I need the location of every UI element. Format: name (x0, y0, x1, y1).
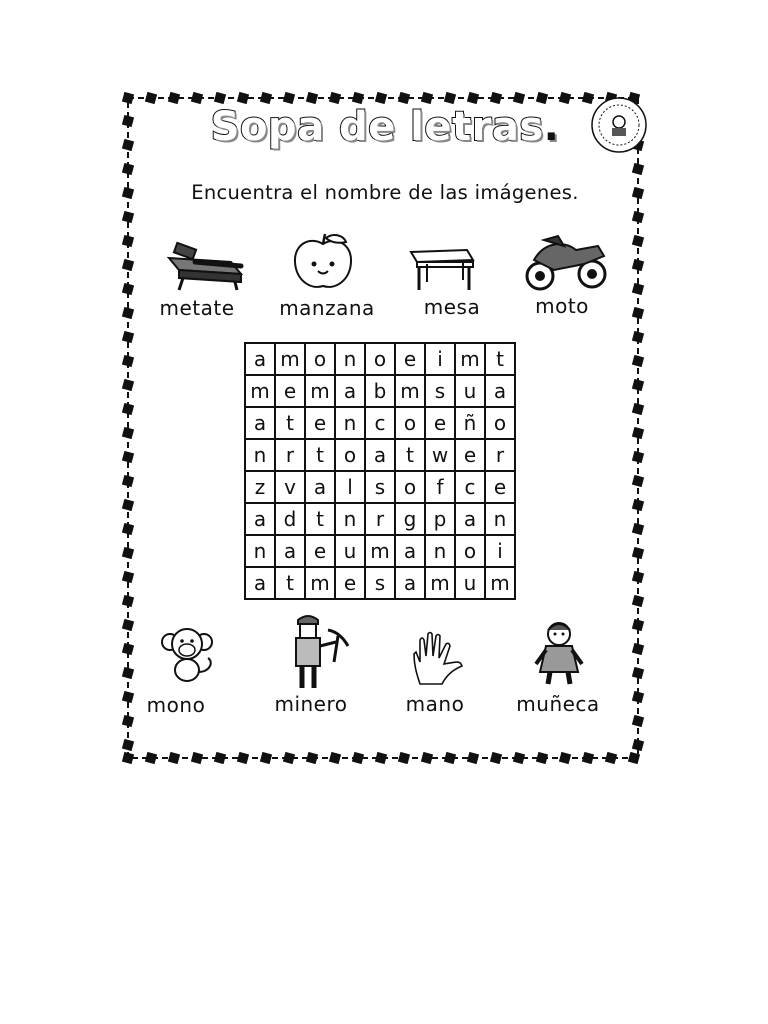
grid-cell: m (455, 343, 485, 375)
word-search-grid (244, 342, 516, 600)
grid-cell: o (455, 535, 485, 567)
border-dot (306, 752, 318, 764)
border-dot (632, 379, 644, 391)
school-seal-icon (590, 96, 648, 154)
doll-icon (532, 620, 586, 686)
grid-cell: z (245, 471, 275, 503)
grid-cell: t (305, 503, 335, 535)
border-dot (444, 752, 456, 764)
grid-cell: n (425, 535, 455, 567)
grid-row (245, 471, 515, 503)
word-mesa: mesa (423, 295, 481, 319)
grid-cell: n (335, 503, 365, 535)
border-dot (421, 92, 433, 104)
border-dot (398, 92, 410, 104)
border-dot (122, 115, 134, 127)
border-dot (329, 92, 341, 104)
grid-cell: a (245, 503, 275, 535)
border-dot (122, 475, 134, 487)
border-dot (632, 355, 644, 367)
border-dot (283, 92, 295, 104)
grid-cell: o (305, 343, 335, 375)
hand-icon (408, 630, 464, 686)
border-dot (375, 92, 387, 104)
grid-cell: e (455, 439, 485, 471)
grid-cell: m (425, 567, 455, 599)
grid-cell: u (455, 567, 485, 599)
grid-cell: ñ (455, 407, 485, 439)
grid-cell: m (275, 343, 305, 375)
grid-cell: s (365, 567, 395, 599)
border-dot (352, 752, 364, 764)
grid-row (245, 567, 515, 599)
border-dot (398, 752, 410, 764)
border-dot (122, 619, 134, 631)
grid-cell: l (335, 471, 365, 503)
grid-cell: r (485, 439, 515, 471)
word-mano: mano (405, 692, 465, 716)
border-dot (122, 92, 134, 104)
grid-cell: n (245, 439, 275, 471)
border-dot (214, 92, 226, 104)
grid-cell: e (335, 567, 365, 599)
border-dot (214, 752, 226, 764)
grid-cell: r (275, 439, 305, 471)
border-dot (513, 752, 525, 764)
grid-cell: u (335, 535, 365, 567)
border-dot (122, 571, 134, 583)
grid-cell: v (275, 471, 305, 503)
miner-icon (288, 612, 354, 692)
border-dot (513, 92, 525, 104)
border-dot (632, 283, 644, 295)
border-dot (122, 163, 134, 175)
grid-cell: a (245, 567, 275, 599)
border-dot (582, 752, 594, 764)
grid-cell: e (305, 535, 335, 567)
grid-cell: a (275, 535, 305, 567)
border-dot (122, 499, 134, 511)
border-dot (632, 259, 644, 271)
grid-cell: m (365, 535, 395, 567)
grid-cell: s (365, 471, 395, 503)
border-dot (632, 595, 644, 607)
grid-cell: a (485, 375, 515, 407)
page-title: Sopa de letras. (210, 104, 560, 150)
word-muneca: muñeca (516, 692, 600, 716)
border-dot (490, 92, 502, 104)
border-dot (122, 379, 134, 391)
border-dot (632, 307, 644, 319)
grid-cell: n (335, 407, 365, 439)
border-dot (122, 235, 134, 247)
border-dot (237, 92, 249, 104)
border-dot (352, 92, 364, 104)
grid-cell: s (425, 375, 455, 407)
border-dot (605, 752, 617, 764)
grid-row (245, 375, 515, 407)
grid-cell: d (275, 503, 305, 535)
border-dot (421, 752, 433, 764)
border-dot (122, 667, 134, 679)
word-moto: moto (535, 294, 589, 318)
grid-cell: a (455, 503, 485, 535)
border-dot (260, 92, 272, 104)
border-dot (191, 92, 203, 104)
border-dot (536, 752, 548, 764)
border-dot (122, 595, 134, 607)
border-dot (122, 139, 134, 151)
border-dot (306, 92, 318, 104)
grid-cell: o (485, 407, 515, 439)
grid-cell: e (485, 471, 515, 503)
grid-cell: m (245, 375, 275, 407)
grid-cell: n (335, 343, 365, 375)
border-dot (122, 331, 134, 343)
border-dot (122, 403, 134, 415)
grid-cell: o (395, 471, 425, 503)
grid-cell: a (395, 535, 425, 567)
table-icon (407, 246, 475, 292)
border-dot (122, 283, 134, 295)
border-dot (632, 403, 644, 415)
grid-cell: a (335, 375, 365, 407)
grid-cell: m (305, 375, 335, 407)
border-dot (145, 92, 157, 104)
border-dot (444, 92, 456, 104)
border-dot (536, 92, 548, 104)
grid-cell: r (365, 503, 395, 535)
border-dot (632, 211, 644, 223)
border-dot (632, 235, 644, 247)
border-dot (632, 547, 644, 559)
border-dot (632, 571, 644, 583)
grid-cell: o (365, 343, 395, 375)
grid-cell: a (365, 439, 395, 471)
border-dot (632, 523, 644, 535)
grid-cell: i (485, 535, 515, 567)
grid-cell: c (455, 471, 485, 503)
border-dot (632, 451, 644, 463)
border-dot (559, 92, 571, 104)
border-dot (375, 752, 387, 764)
grid-row (245, 503, 515, 535)
border-dot (632, 331, 644, 343)
grid-cell: m (395, 375, 425, 407)
grid-cell: o (395, 407, 425, 439)
grid-cell: g (395, 503, 425, 535)
apple-icon (290, 230, 356, 292)
grid-cell: t (395, 439, 425, 471)
grid-cell: f (425, 471, 455, 503)
monkey-icon (158, 626, 218, 684)
border-dot (145, 752, 157, 764)
border-dot (122, 187, 134, 199)
border-dot (490, 752, 502, 764)
border-dot (122, 451, 134, 463)
border-dot (237, 752, 249, 764)
grid-cell: a (245, 343, 275, 375)
motorcycle-icon (524, 230, 608, 292)
grid-cell: i (425, 343, 455, 375)
grid-cell: t (485, 343, 515, 375)
border-dot (632, 427, 644, 439)
border-dot (122, 547, 134, 559)
border-dot (122, 427, 134, 439)
metate-icon (165, 240, 245, 292)
border-dot (122, 259, 134, 271)
word-mono: mono (146, 693, 206, 717)
grid-cell: e (425, 407, 455, 439)
grid-cell: b (365, 375, 395, 407)
border-dot (122, 643, 134, 655)
grid-cell: n (245, 535, 275, 567)
grid-cell: a (245, 407, 275, 439)
grid-cell: p (425, 503, 455, 535)
border-dot (122, 211, 134, 223)
border-dot (283, 752, 295, 764)
border-dot (168, 752, 180, 764)
border-dot (329, 752, 341, 764)
grid-cell: m (485, 567, 515, 599)
grid-row (245, 535, 515, 567)
grid-row (245, 407, 515, 439)
grid-cell: w (425, 439, 455, 471)
instruction-text: Encuentra el nombre de las imágenes. (191, 181, 579, 204)
grid-cell: e (395, 343, 425, 375)
grid-cell: o (335, 439, 365, 471)
word-metate: metate (159, 296, 235, 320)
grid-cell: a (305, 471, 335, 503)
border-dot (632, 163, 644, 175)
border-dot (632, 691, 644, 703)
border-dot (122, 739, 134, 751)
border-dot (632, 643, 644, 655)
border-dot (632, 739, 644, 751)
border-dot (191, 752, 203, 764)
grid-cell: t (275, 567, 305, 599)
grid-row (245, 343, 515, 375)
border-dot (467, 92, 479, 104)
border-dot (632, 667, 644, 679)
border-dot (632, 187, 644, 199)
border-dot (122, 523, 134, 535)
grid-cell: t (275, 407, 305, 439)
grid-cell: m (305, 567, 335, 599)
grid-cell: u (455, 375, 485, 407)
border-dot (467, 752, 479, 764)
border-dot (122, 355, 134, 367)
border-dot (632, 475, 644, 487)
border-dot (122, 752, 134, 764)
grid-cell: e (275, 375, 305, 407)
border-dot (632, 499, 644, 511)
border-dot (632, 715, 644, 727)
border-dot (260, 752, 272, 764)
word-minero: minero (274, 692, 348, 716)
grid-row (245, 439, 515, 471)
word-manzana: manzana (279, 296, 375, 320)
border-dot (168, 92, 180, 104)
grid-cell: c (365, 407, 395, 439)
grid-cell: a (395, 567, 425, 599)
grid-cell: t (305, 439, 335, 471)
border-dot (632, 619, 644, 631)
grid-cell: n (485, 503, 515, 535)
border-dot (559, 752, 571, 764)
grid-cell: e (305, 407, 335, 439)
border-dot (122, 307, 134, 319)
